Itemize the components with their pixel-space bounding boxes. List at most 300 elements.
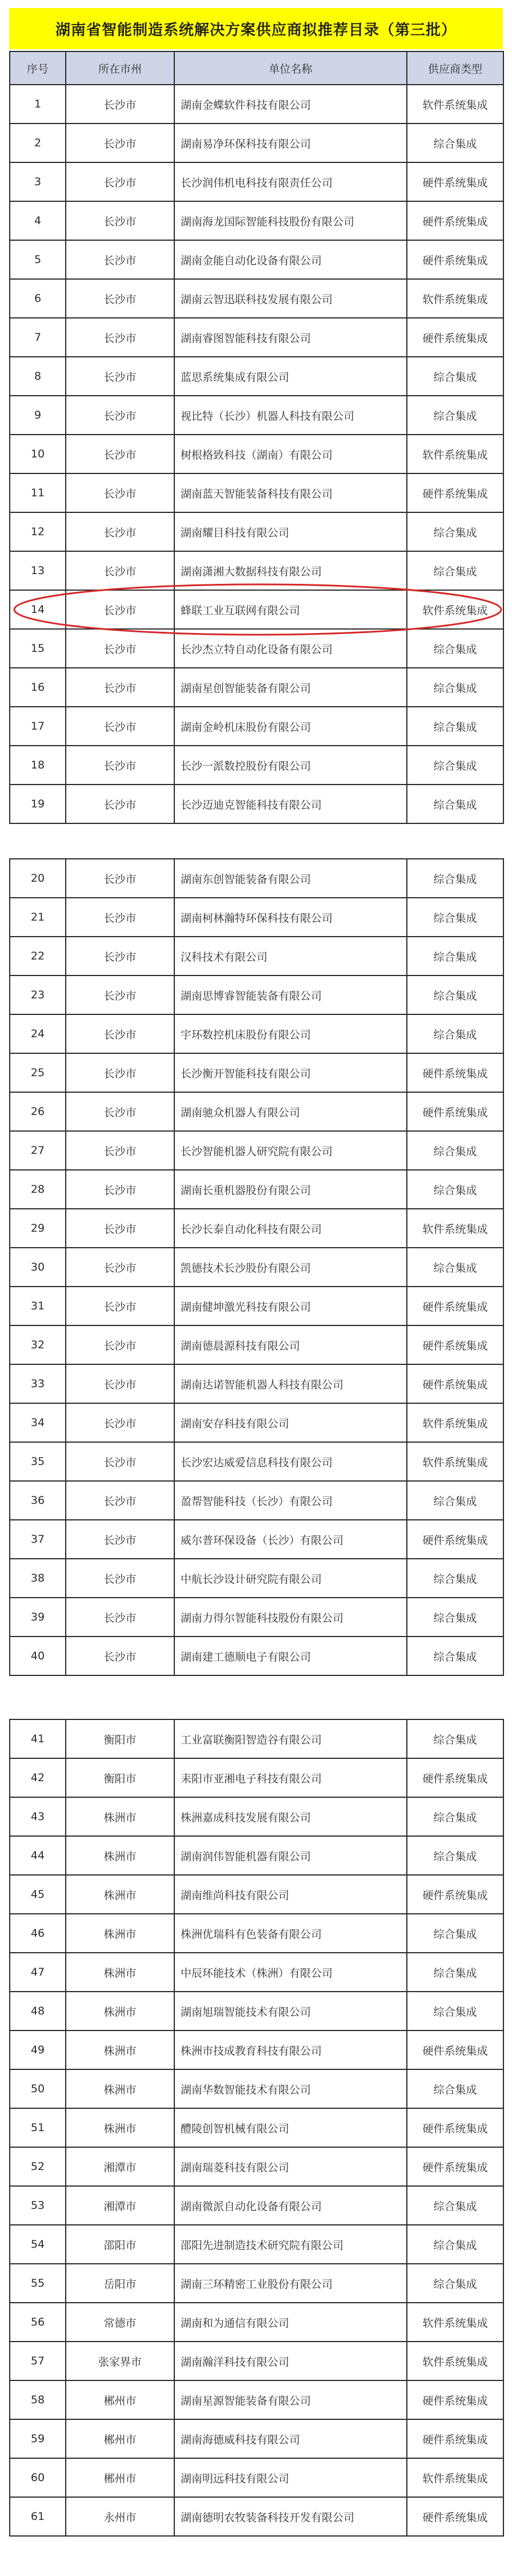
supplier-type-cell: 综合集成 — [407, 2186, 503, 2225]
seq-cell: 43 — [10, 1797, 66, 1836]
supplier-type-cell: 综合集成 — [407, 1719, 503, 1758]
seq-cell: 46 — [10, 1914, 66, 1953]
seq-cell: 28 — [10, 1170, 66, 1209]
table-row — [10, 396, 503, 435]
table-row — [10, 1170, 503, 1209]
table-row — [10, 1092, 503, 1131]
header-name: 单位名称 — [174, 51, 407, 85]
supplier-type-cell: 硬件系统集成 — [407, 162, 503, 201]
supplier-type-cell: 综合集成 — [407, 357, 503, 396]
table-row — [10, 1797, 503, 1836]
seq-cell: 19 — [10, 785, 66, 823]
table-row — [10, 1719, 503, 1758]
city-cell: 长沙市 — [66, 551, 174, 590]
seq-cell: 54 — [10, 2225, 66, 2264]
supplier-type-cell: 综合集成 — [407, 396, 503, 435]
company-name-cell: 湖南金岭机床股份有限公司 — [174, 707, 407, 746]
supplier-type-cell: 软件系统集成 — [407, 2303, 503, 2342]
supplier-type-cell: 硬件系统集成 — [407, 2380, 503, 2419]
seq-cell: 53 — [10, 2186, 66, 2225]
supplier-type-cell: 综合集成 — [407, 1248, 503, 1287]
table-row — [10, 124, 503, 162]
city-cell: 长沙市 — [66, 590, 174, 629]
company-name-cell: 湖南驰众机器人有限公司 — [174, 1092, 407, 1131]
company-name-cell: 湖南云智迅联科技发展有限公司 — [174, 279, 407, 318]
table-header-row — [10, 51, 503, 85]
seq-cell: 11 — [10, 473, 66, 512]
city-cell: 长沙市 — [66, 1053, 174, 1092]
table-row — [10, 162, 503, 201]
company-name-cell: 长沙长泰自动化科技有限公司 — [174, 1209, 407, 1248]
company-name-cell: 湖南柯林瀚特环保科技有限公司 — [174, 898, 407, 937]
seq-cell: 31 — [10, 1287, 66, 1325]
seq-cell: 41 — [10, 1719, 66, 1758]
seq-cell: 42 — [10, 1758, 66, 1797]
company-name-cell: 凯德技术长沙股份有限公司 — [174, 1248, 407, 1287]
company-name-cell: 长沙一派数控股份有限公司 — [174, 746, 407, 785]
supplier-type-cell: 综合集成 — [407, 937, 503, 976]
city-cell: 长沙市 — [66, 473, 174, 512]
seq-cell: 3 — [10, 162, 66, 201]
table-row — [10, 1325, 503, 1364]
table-row — [10, 435, 503, 473]
city-cell: 长沙市 — [66, 279, 174, 318]
company-name-cell: 宇环数控机床股份有限公司 — [174, 1014, 407, 1053]
supplier-type-cell: 硬件系统集成 — [407, 1875, 503, 1914]
supplier-type-cell: 硬件系统集成 — [407, 1092, 503, 1131]
table-row — [10, 512, 503, 551]
table-row — [10, 590, 503, 629]
company-name-cell: 醴陵创智机械有限公司 — [174, 2108, 407, 2147]
supplier-type-cell: 综合集成 — [407, 2225, 503, 2264]
company-name-cell: 湖南旭瑞智能技术有限公司 — [174, 1992, 407, 2030]
seq-cell: 18 — [10, 746, 66, 785]
company-name-cell: 盈帮智能科技（长沙）有限公司 — [174, 1481, 407, 1520]
table-row — [10, 279, 503, 318]
city-cell: 长沙市 — [66, 1364, 174, 1403]
table-row — [10, 2186, 503, 2225]
company-name-cell: 株洲嘉成科技发展有限公司 — [174, 1797, 407, 1836]
city-cell: 株洲市 — [66, 1836, 174, 1875]
supplier-type-cell: 综合集成 — [407, 898, 503, 937]
table-row — [10, 668, 503, 707]
city-cell: 长沙市 — [66, 1403, 174, 1442]
city-cell: 长沙市 — [66, 201, 174, 240]
company-name-cell: 湖南维尚科技有限公司 — [174, 1875, 407, 1914]
company-name-cell: 工业富联衡阳智造谷有限公司 — [174, 1719, 407, 1758]
seq-cell: 44 — [10, 1836, 66, 1875]
seq-cell: 35 — [10, 1442, 66, 1481]
table-row — [10, 357, 503, 396]
seq-cell: 34 — [10, 1403, 66, 1442]
company-name-cell: 湖南安存科技有限公司 — [174, 1403, 407, 1442]
seq-cell: 55 — [10, 2264, 66, 2303]
table-row — [10, 1598, 503, 1637]
supplier-type-cell: 硬件系统集成 — [407, 2147, 503, 2186]
company-name-cell: 湖南金蝶软件科技有限公司 — [174, 85, 407, 124]
company-name-cell: 蜂联工业互联网有限公司 — [174, 590, 407, 629]
company-name-cell: 耒阳市亚湘电子科技有限公司 — [174, 1758, 407, 1797]
company-name-cell: 湖南星创智能装备有限公司 — [174, 668, 407, 707]
seq-cell: 16 — [10, 668, 66, 707]
page-title: 湖南省智能制造系统解决方案供应商拟推荐目录（第三批） — [55, 21, 457, 39]
company-name-cell: 株洲市技成教育科技有限公司 — [174, 2030, 407, 2069]
city-cell: 湘潭市 — [66, 2186, 174, 2225]
seq-cell: 48 — [10, 1992, 66, 2030]
table-row — [10, 1520, 503, 1559]
table-row — [10, 2458, 503, 2497]
city-cell: 长沙市 — [66, 1325, 174, 1364]
table-row — [10, 1481, 503, 1520]
city-cell: 长沙市 — [66, 1637, 174, 1675]
table-row — [10, 551, 503, 590]
city-cell: 长沙市 — [66, 976, 174, 1014]
seq-cell: 33 — [10, 1364, 66, 1403]
seq-cell: 17 — [10, 707, 66, 746]
table-row — [10, 240, 503, 279]
table-row — [10, 473, 503, 512]
company-name-cell: 湖南建工德顺电子有限公司 — [174, 1637, 407, 1675]
city-cell: 长沙市 — [66, 859, 174, 898]
seq-cell: 56 — [10, 2303, 66, 2342]
seq-cell: 26 — [10, 1092, 66, 1131]
company-name-cell: 视比特（长沙）机器人科技有限公司 — [174, 396, 407, 435]
table-row — [10, 1559, 503, 1598]
company-name-cell: 蓝思系统集成有限公司 — [174, 357, 407, 396]
city-cell: 岳阳市 — [66, 2264, 174, 2303]
seq-cell: 36 — [10, 1481, 66, 1520]
supplier-type-cell: 综合集成 — [407, 1481, 503, 1520]
table-row — [10, 2147, 503, 2186]
company-name-cell: 湖南明远科技有限公司 — [174, 2458, 407, 2497]
table-row — [10, 2342, 503, 2380]
supplier-type-cell: 硬件系统集成 — [407, 201, 503, 240]
supplier-table-part-2 — [9, 858, 504, 1676]
table-row — [10, 2225, 503, 2264]
city-cell: 长沙市 — [66, 707, 174, 746]
table-row — [10, 1287, 503, 1325]
seq-cell: 38 — [10, 1559, 66, 1598]
company-name-cell: 湖南和为通信有限公司 — [174, 2303, 407, 2342]
supplier-type-cell: 硬件系统集成 — [407, 1325, 503, 1364]
table-row — [10, 898, 503, 937]
supplier-type-cell: 综合集成 — [407, 1170, 503, 1209]
company-name-cell: 湖南睿图智能科技有限公司 — [174, 318, 407, 357]
city-cell: 株洲市 — [66, 2108, 174, 2147]
company-name-cell: 湖南德明农牧装备科技开发有限公司 — [174, 2497, 407, 2536]
company-name-cell: 湖南潇湘大数据科技有限公司 — [174, 551, 407, 590]
city-cell: 邵阳市 — [66, 2225, 174, 2264]
seq-cell: 52 — [10, 2147, 66, 2186]
company-name-cell: 邵阳先进制造技术研究院有限公司 — [174, 2225, 407, 2264]
seq-cell: 24 — [10, 1014, 66, 1053]
seq-cell: 57 — [10, 2342, 66, 2380]
seq-cell: 49 — [10, 2030, 66, 2069]
table-row — [10, 85, 503, 124]
table-row — [10, 1914, 503, 1953]
table-row — [10, 1992, 503, 2030]
seq-cell: 39 — [10, 1598, 66, 1637]
company-name-cell: 湖南达诺智能机器人科技有限公司 — [174, 1364, 407, 1403]
table-row — [10, 976, 503, 1014]
table-row — [10, 2264, 503, 2303]
city-cell: 郴州市 — [66, 2380, 174, 2419]
supplier-type-cell: 硬件系统集成 — [407, 2030, 503, 2069]
company-name-cell: 湖南耀目科技有限公司 — [174, 512, 407, 551]
seq-cell: 37 — [10, 1520, 66, 1559]
company-name-cell: 株洲优瑞科有色装备有限公司 — [174, 1914, 407, 1953]
city-cell: 长沙市 — [66, 240, 174, 279]
supplier-type-cell: 综合集成 — [407, 124, 503, 162]
city-cell: 湘潭市 — [66, 2147, 174, 2186]
header-type: 供应商类型 — [407, 51, 503, 85]
seq-cell: 29 — [10, 1209, 66, 1248]
company-name-cell: 湖南长重机器股份有限公司 — [174, 1170, 407, 1209]
table-row — [10, 1248, 503, 1287]
company-name-cell: 中辰环能技术（株洲）有限公司 — [174, 1953, 407, 1992]
company-name-cell: 长沙衡开智能科技有限公司 — [174, 1053, 407, 1092]
table-row — [10, 629, 503, 668]
supplier-table-part-1 — [9, 51, 504, 824]
seq-cell: 8 — [10, 357, 66, 396]
seq-cell: 22 — [10, 937, 66, 976]
table-row — [10, 1014, 503, 1053]
seq-cell: 25 — [10, 1053, 66, 1092]
city-cell: 常德市 — [66, 2303, 174, 2342]
table-row — [10, 1053, 503, 1092]
company-name-cell: 湖南易净环保科技有限公司 — [174, 124, 407, 162]
table-row — [10, 1403, 503, 1442]
supplier-type-cell: 软件系统集成 — [407, 1209, 503, 1248]
supplier-type-cell: 综合集成 — [407, 551, 503, 590]
city-cell: 郴州市 — [66, 2419, 174, 2458]
city-cell: 长沙市 — [66, 1287, 174, 1325]
table-row — [10, 2069, 503, 2108]
seq-cell: 61 — [10, 2497, 66, 2536]
seq-cell: 6 — [10, 279, 66, 318]
supplier-type-cell: 综合集成 — [407, 785, 503, 823]
supplier-type-cell: 软件系统集成 — [407, 279, 503, 318]
seq-cell: 20 — [10, 859, 66, 898]
seq-cell: 51 — [10, 2108, 66, 2147]
company-name-cell: 湖南思博睿智能装备有限公司 — [174, 976, 407, 1014]
supplier-type-cell: 硬件系统集成 — [407, 1053, 503, 1092]
company-name-cell: 湖南华数智能技术有限公司 — [174, 2069, 407, 2108]
table-row — [10, 2497, 503, 2536]
seq-cell: 5 — [10, 240, 66, 279]
supplier-type-cell: 硬件系统集成 — [407, 2497, 503, 2536]
company-name-cell: 中航长沙设计研究院有限公司 — [174, 1559, 407, 1598]
supplier-type-cell: 综合集成 — [407, 746, 503, 785]
company-name-cell: 树根格致科技（湖南）有限公司 — [174, 435, 407, 473]
supplier-type-cell: 硬件系统集成 — [407, 240, 503, 279]
table-row — [10, 1209, 503, 1248]
table-row — [10, 2030, 503, 2069]
table-row — [10, 1442, 503, 1481]
table-row — [10, 2380, 503, 2419]
supplier-type-cell: 综合集成 — [407, 1836, 503, 1875]
supplier-type-cell: 综合集成 — [407, 1992, 503, 2030]
supplier-type-cell: 软件系统集成 — [407, 85, 503, 124]
seq-cell: 50 — [10, 2069, 66, 2108]
seq-cell: 30 — [10, 1248, 66, 1287]
city-cell: 长沙市 — [66, 1170, 174, 1209]
table-row — [10, 1131, 503, 1170]
city-cell: 长沙市 — [66, 396, 174, 435]
supplier-type-cell: 综合集成 — [407, 1014, 503, 1053]
city-cell: 长沙市 — [66, 629, 174, 668]
supplier-type-cell: 综合集成 — [407, 976, 503, 1014]
supplier-type-cell: 软件系统集成 — [407, 435, 503, 473]
supplier-type-cell: 综合集成 — [407, 1637, 503, 1675]
table-row — [10, 201, 503, 240]
supplier-type-cell: 硬件系统集成 — [407, 2419, 503, 2458]
seq-cell: 14 — [10, 590, 66, 629]
company-name-cell: 长沙润伟机电科技有限责任公司 — [174, 162, 407, 201]
seq-cell: 10 — [10, 435, 66, 473]
seq-cell: 1 — [10, 85, 66, 124]
table-row — [10, 1875, 503, 1914]
city-cell: 长沙市 — [66, 1131, 174, 1170]
city-cell: 长沙市 — [66, 85, 174, 124]
supplier-type-cell: 综合集成 — [407, 1953, 503, 1992]
supplier-type-cell: 硬件系统集成 — [407, 1520, 503, 1559]
city-cell: 长沙市 — [66, 1559, 174, 1598]
city-cell: 长沙市 — [66, 162, 174, 201]
seq-cell: 23 — [10, 976, 66, 1014]
supplier-type-cell: 综合集成 — [407, 668, 503, 707]
city-cell: 长沙市 — [66, 512, 174, 551]
city-cell: 长沙市 — [66, 1209, 174, 1248]
seq-cell: 45 — [10, 1875, 66, 1914]
table-row — [10, 859, 503, 898]
seq-cell: 21 — [10, 898, 66, 937]
seq-cell: 7 — [10, 318, 66, 357]
company-name-cell: 湖南德晨源科技有限公司 — [174, 1325, 407, 1364]
city-cell: 株洲市 — [66, 1797, 174, 1836]
seq-cell: 60 — [10, 2458, 66, 2497]
city-cell: 长沙市 — [66, 1481, 174, 1520]
company-name-cell: 长沙智能机器人研究院有限公司 — [174, 1131, 407, 1170]
table-row — [10, 2419, 503, 2458]
city-cell: 长沙市 — [66, 124, 174, 162]
company-name-cell: 湖南健坤激光科技有限公司 — [174, 1287, 407, 1325]
company-name-cell: 湖南金能自动化设备有限公司 — [174, 240, 407, 279]
seq-cell: 4 — [10, 201, 66, 240]
supplier-type-cell: 软件系统集成 — [407, 590, 503, 629]
table-row — [10, 937, 503, 976]
table-row — [10, 318, 503, 357]
seq-cell: 58 — [10, 2380, 66, 2419]
city-cell: 长沙市 — [66, 1014, 174, 1053]
city-cell: 长沙市 — [66, 1442, 174, 1481]
city-cell: 株洲市 — [66, 1914, 174, 1953]
supplier-type-cell: 综合集成 — [407, 707, 503, 746]
city-cell: 株洲市 — [66, 2069, 174, 2108]
city-cell: 长沙市 — [66, 1520, 174, 1559]
supplier-type-cell: 软件系统集成 — [407, 1442, 503, 1481]
table-row — [10, 2303, 503, 2342]
city-cell: 长沙市 — [66, 435, 174, 473]
company-name-cell: 湖南润伟智能机器有限公司 — [174, 1836, 407, 1875]
company-name-cell: 长沙迈迪克智能科技有限公司 — [174, 785, 407, 823]
city-cell: 长沙市 — [66, 937, 174, 976]
supplier-table-part-3 — [9, 1719, 504, 2537]
city-cell: 长沙市 — [66, 746, 174, 785]
company-name-cell: 湖南蓝天智能装备科技有限公司 — [174, 473, 407, 512]
supplier-type-cell: 综合集成 — [407, 1797, 503, 1836]
supplier-type-cell: 硬件系统集成 — [407, 1287, 503, 1325]
company-name-cell: 威尔普环保设备（长沙）有限公司 — [174, 1520, 407, 1559]
supplier-type-cell: 综合集成 — [407, 2069, 503, 2108]
header-seq: 序号 — [10, 51, 66, 85]
supplier-type-cell: 硬件系统集成 — [407, 318, 503, 357]
seq-cell: 15 — [10, 629, 66, 668]
seq-cell: 27 — [10, 1131, 66, 1170]
city-cell: 张家界市 — [66, 2342, 174, 2380]
supplier-type-cell: 硬件系统集成 — [407, 1758, 503, 1797]
table-row — [10, 785, 503, 823]
supplier-type-cell: 硬件系统集成 — [407, 1364, 503, 1403]
city-cell: 长沙市 — [66, 785, 174, 823]
table-row — [10, 1364, 503, 1403]
company-name-cell: 湖南微派自动化设备有限公司 — [174, 2186, 407, 2225]
city-cell: 衡阳市 — [66, 1719, 174, 1758]
seq-cell: 13 — [10, 551, 66, 590]
seq-cell: 47 — [10, 1953, 66, 1992]
supplier-type-cell: 综合集成 — [407, 1914, 503, 1953]
company-name-cell: 湖南瀚洋科技有限公司 — [174, 2342, 407, 2380]
supplier-type-cell: 软件系统集成 — [407, 1403, 503, 1442]
city-cell: 长沙市 — [66, 1248, 174, 1287]
company-name-cell: 长沙杰立特自动化设备有限公司 — [174, 629, 407, 668]
title-bar — [9, 8, 503, 49]
seq-cell: 32 — [10, 1325, 66, 1364]
seq-cell: 9 — [10, 396, 66, 435]
company-name-cell: 湖南海龙国际智能科技股份有限公司 — [174, 201, 407, 240]
supplier-type-cell: 综合集成 — [407, 2264, 503, 2303]
city-cell: 长沙市 — [66, 668, 174, 707]
supplier-type-cell: 综合集成 — [407, 1559, 503, 1598]
supplier-type-cell: 软件系统集成 — [407, 2458, 503, 2497]
city-cell: 衡阳市 — [66, 1758, 174, 1797]
city-cell: 株洲市 — [66, 1992, 174, 2030]
company-name-cell: 湖南东创智能装备有限公司 — [174, 859, 407, 898]
supplier-type-cell: 综合集成 — [407, 512, 503, 551]
table-row — [10, 746, 503, 785]
company-name-cell: 汉科技术有限公司 — [174, 937, 407, 976]
supplier-type-cell: 综合集成 — [407, 859, 503, 898]
city-cell: 永州市 — [66, 2497, 174, 2536]
city-cell: 株洲市 — [66, 2030, 174, 2069]
table-row — [10, 2108, 503, 2147]
seq-cell: 40 — [10, 1637, 66, 1675]
city-cell: 长沙市 — [66, 357, 174, 396]
supplier-type-cell: 综合集成 — [407, 1598, 503, 1637]
city-cell: 株洲市 — [66, 1953, 174, 1992]
table-row — [10, 1758, 503, 1797]
seq-cell: 59 — [10, 2419, 66, 2458]
supplier-type-cell: 综合集成 — [407, 629, 503, 668]
city-cell: 郴州市 — [66, 2458, 174, 2497]
supplier-type-cell: 硬件系统集成 — [407, 473, 503, 512]
seq-cell: 12 — [10, 512, 66, 551]
company-name-cell: 湖南瑞菱科技有限公司 — [174, 2147, 407, 2186]
city-cell: 长沙市 — [66, 1598, 174, 1637]
seq-cell: 2 — [10, 124, 66, 162]
company-name-cell: 湖南三环精密工业股份有限公司 — [174, 2264, 407, 2303]
city-cell: 长沙市 — [66, 1092, 174, 1131]
